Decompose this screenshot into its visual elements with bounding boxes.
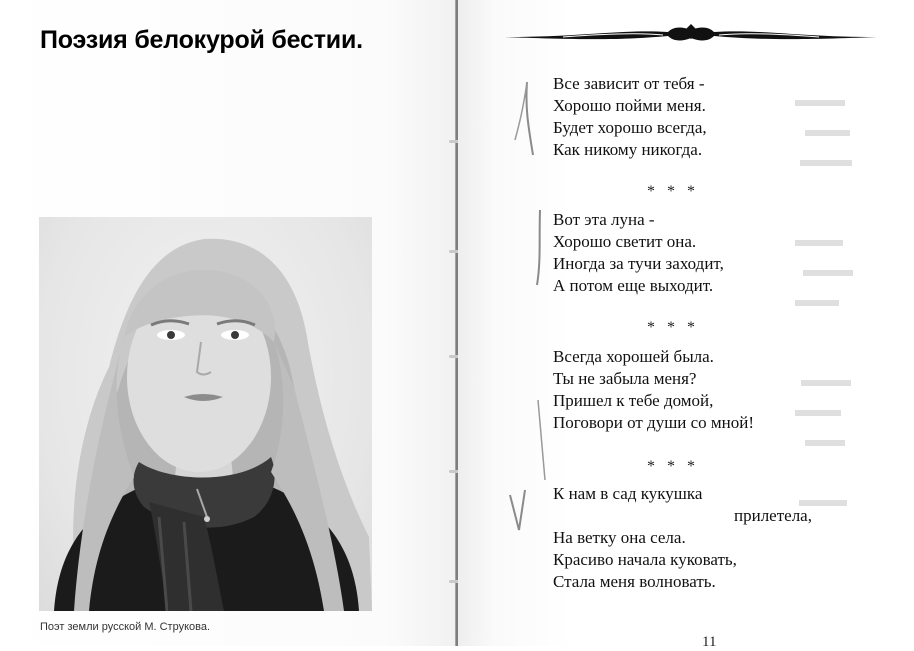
poem-line: На ветку она села.	[553, 528, 686, 547]
stanza-separator: * * *	[647, 319, 699, 336]
poem-line: Пришел к тебе домой,	[553, 391, 714, 410]
poem-line: Хорошо светит она.	[553, 232, 697, 251]
poem-line: Красиво начала куковать,	[553, 550, 737, 569]
poem-line: Стала меня волновать.	[553, 572, 716, 591]
poem-line: Хорошо пойми меня.	[553, 96, 706, 115]
stanza-separator: * * *	[647, 458, 699, 475]
page-title: Поэзия белокурой бестии.	[40, 26, 363, 54]
poem-line: Как никому никогда.	[553, 140, 703, 159]
stanza-2	[553, 209, 724, 297]
stanza-3	[553, 346, 754, 434]
poem-line: Вот эта луна -	[553, 210, 655, 229]
decorative-ornament	[503, 24, 879, 44]
poem-line: прилетела,	[734, 506, 812, 525]
poem-line: Ты не забыла меня?	[553, 369, 697, 388]
poem-line: Будет хорошо всегда,	[553, 118, 707, 137]
poem-line: А потом еще выходит.	[553, 276, 714, 295]
poem-line: Иногда за тучи заходит,	[553, 254, 724, 273]
bleed-through-text	[795, 90, 855, 530]
page-number: 11	[702, 634, 717, 650]
portrait-image	[39, 217, 372, 611]
poem-line: К нам в сад кукушка	[553, 484, 703, 503]
left-page	[0, 0, 455, 646]
stanza-4	[553, 483, 812, 593]
poem-line: Все зависит от тебя -	[553, 74, 705, 93]
photo-caption: Поэт земли русской М. Струкова.	[40, 621, 211, 633]
portrait-photo	[39, 217, 372, 611]
stanza-separator: * * *	[647, 183, 699, 200]
stanza-1	[553, 73, 707, 161]
poem-line: Поговори от души со мной!	[553, 413, 755, 432]
poem-line: Всегда хорошей была.	[553, 347, 714, 366]
